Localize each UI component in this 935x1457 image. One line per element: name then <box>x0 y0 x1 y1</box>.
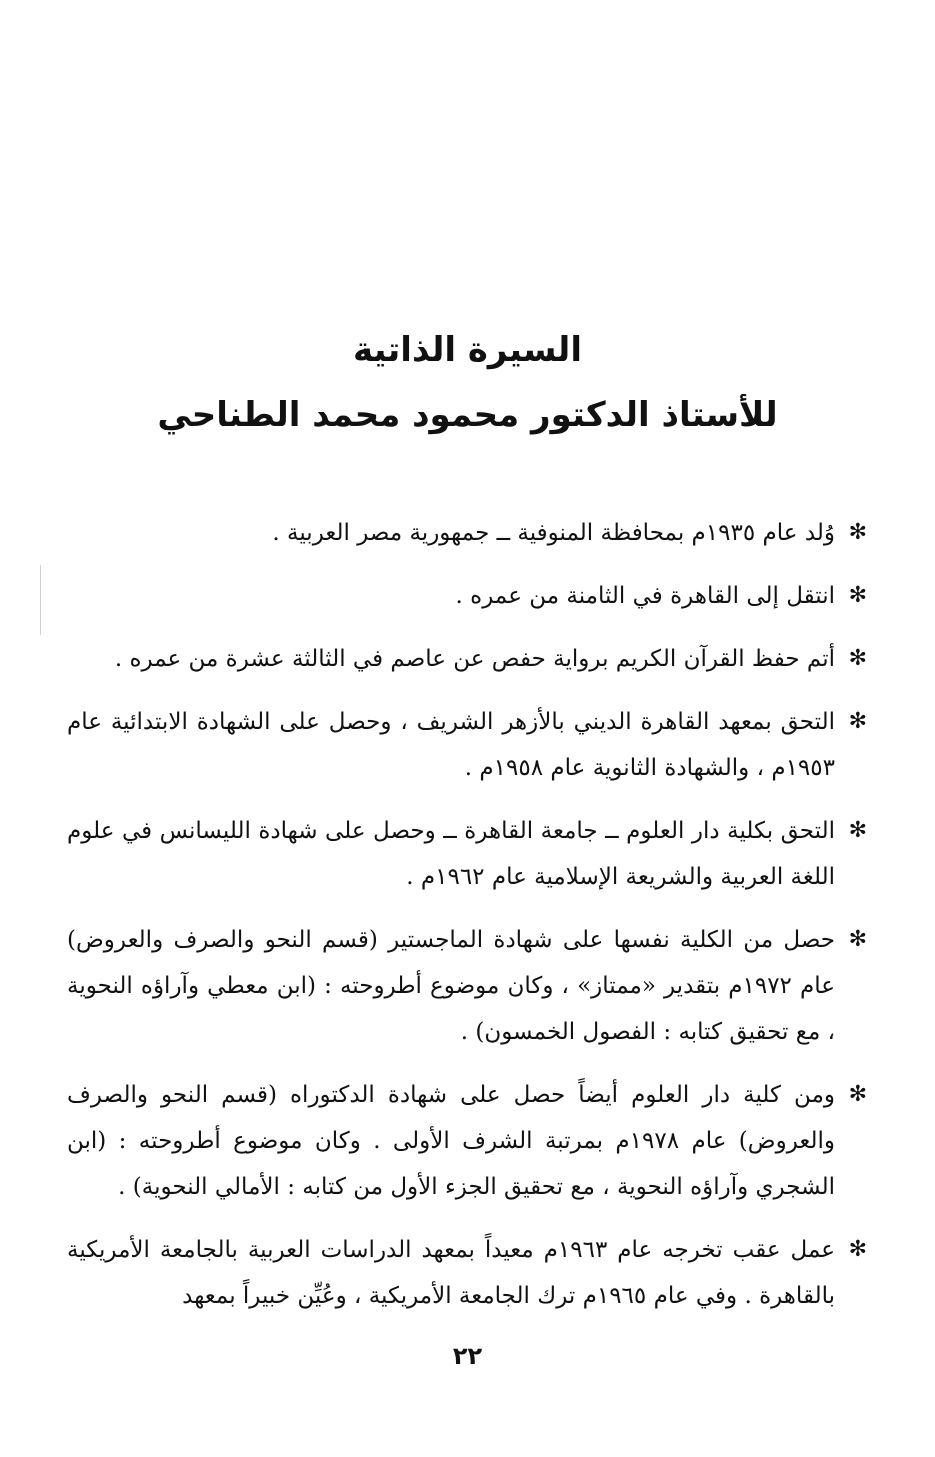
biography-list <box>67 510 867 1336</box>
biography-entry <box>67 510 867 556</box>
biography-entry <box>67 1072 867 1210</box>
asterisk-bullet-icon: ✻ <box>848 583 867 608</box>
biography-entry <box>67 699 867 791</box>
biography-entry-text: التحق بمعهد القاهرة الديني بالأزهر الشريف ، وحصل على الشهادة الابتدائية عام ١٩٥٣م ، والشهادة الثانوية عام ١٩٥٨م . <box>67 709 835 781</box>
biography-entry-text: التحق بكلية دار العلوم ــ جامعة القاهرة ــ وحصل على شهادة الليسانس في علوم اللغة العربية والشريعة الإسلامية عام ١٩٦٢م . <box>67 818 835 890</box>
biography-entry-text: ومن كلية دار العلوم أيضاً حصل على شهادة الدكتوراه (قسم النحو والصرف والعروض) عام ١٩٧٨م بمرتبة الشرف الأولى . وكان موضوع أطروحته : (ابن الشجري وآراؤه النحوية ، مع تحقيق الجزء الأول من كتابه : الأمالي النحوية) . <box>67 1082 835 1200</box>
asterisk-bullet-icon: ✻ <box>848 1237 867 1262</box>
biography-entry <box>67 808 867 900</box>
page-number: ٢٢ <box>452 1342 483 1370</box>
page-subtitle: للأستاذ الدكتور محمود محمد الطناحي <box>157 395 778 435</box>
asterisk-bullet-icon: ✻ <box>848 520 867 545</box>
biography-entry <box>67 1227 867 1319</box>
asterisk-bullet-icon: ✻ <box>848 818 867 843</box>
biography-entry <box>67 917 867 1055</box>
biography-entry-text: انتقل إلى القاهرة في الثامنة من عمره . <box>455 583 835 609</box>
biography-entry-text: حصل من الكلية نفسها على شهادة الماجستير (قسم النحو والصرف والعروض) عام ١٩٧٢م بتقدير «ممتاز» ، وكان موضوع أطروحته : (ابن معطي وآراؤه النحوية ، مع تحقيق كتابه : الفصول الخمسون) . <box>67 927 835 1045</box>
asterisk-bullet-icon: ✻ <box>848 1082 867 1107</box>
biography-entry-text: عمل عقب تخرجه عام ١٩٦٣م معيداً بمعهد الدراسات العربية بالجامعة الأمريكية بالقاهرة . وفي عام ١٩٦٥م ترك الجامعة الأمريكية ، وعُيِّن خبيراً بمعهد <box>67 1237 835 1309</box>
page-title: السيرة الذاتية <box>353 330 582 370</box>
scan-margin-line <box>40 565 41 635</box>
biography-entry-text: أتم حفظ القرآن الكريم برواية حفص عن عاصم في الثالثة عشرة من عمره . <box>114 646 835 672</box>
biography-entry-text: وُلد عام ١٩٣٥م بمحافظة المنوفية ــ جمهورية مصر العربية . <box>272 520 835 546</box>
asterisk-bullet-icon: ✻ <box>848 927 867 952</box>
asterisk-bullet-icon: ✻ <box>848 709 867 734</box>
biography-entry <box>67 636 867 682</box>
biography-entry <box>67 573 867 619</box>
asterisk-bullet-icon: ✻ <box>848 646 867 671</box>
